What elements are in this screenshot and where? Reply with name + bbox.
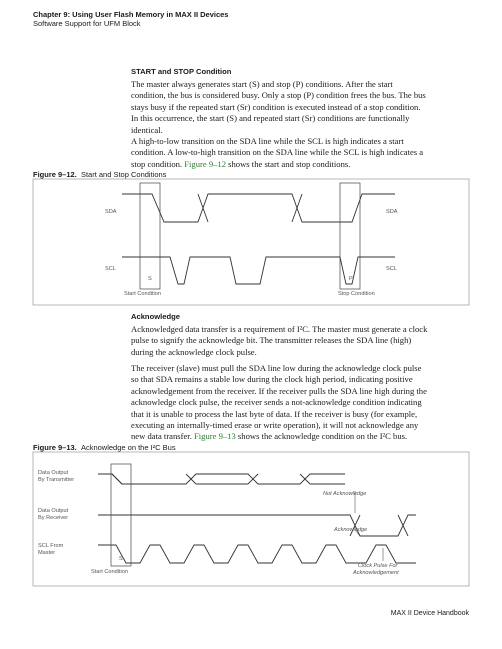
clock-pulse-label-line-2: Acknowledgement — [353, 570, 399, 576]
s-label: S — [148, 276, 152, 282]
text-line: pulse to signify the acknowledge bit. The transmitter releases the SDA line (high) — [131, 335, 412, 346]
sda-right-label: SDA — [386, 209, 398, 215]
text-line: condition. A low-to-high transition on the SDA line while the SCL is high indicates a — [131, 147, 424, 158]
start-stop-heading: START and STOP Condition — [131, 67, 232, 76]
text-line: stays busy if the repeated start (Sr) condition is executed instead of a stop condition. — [131, 101, 421, 112]
acknowledge-label: Acknowledge — [334, 527, 368, 533]
figure-9-13-diagram — [33, 452, 469, 586]
text-line: The master always generates start (S) and stop (P) conditions. After the start — [131, 79, 393, 89]
start-condition-box — [140, 183, 160, 289]
receiver-label-line-1: Data Output — [38, 508, 69, 514]
figure-9-13-link[interactable]: Figure 9–13 — [194, 431, 236, 442]
text-line: so that SDA remains a stable low during the clock high period, indicating positive — [131, 374, 413, 385]
not-acknowledge-label: Not Acknowledge — [323, 491, 367, 497]
scl-left-label: SCL — [105, 266, 116, 272]
transmitter-label-line-1: Data Output — [38, 470, 69, 476]
text-line: acknowledgement from the receiver. If the receiver pulls the SDA line high during the — [131, 385, 427, 396]
clock-pulse-label-line-1: Clock Pulse For — [358, 563, 398, 569]
acknowledge-heading: Acknowledge — [131, 312, 180, 321]
stop-condition-box — [340, 183, 360, 289]
text-line: that it is unable to process the last byte of data. If the receiver is busy (for example, — [131, 408, 418, 419]
text-line: Acknowledged data transfer is a requirement of I²C. The master must generate a clock — [131, 324, 428, 334]
scl-waveform — [122, 257, 395, 284]
figure-number: Figure 9–13. — [33, 443, 77, 452]
text-line: new data transfer. Figure 9–13 shows the acknowledge condition on the I²C bus. — [131, 431, 408, 442]
receiver-label-line-2: By Receiver — [38, 515, 69, 521]
text-line: condition, the bus is considered busy. Only a stop (P) condition frees the bus. The bus — [131, 90, 426, 101]
figure-number: Figure 9–12. — [33, 170, 77, 179]
ack-s-label: S — [119, 556, 123, 562]
sda-left-label: SDA — [105, 209, 117, 215]
scl-right-label: SCL — [386, 266, 397, 272]
text-line: In this occurrence, the start (S) and repeated start (Sr) conditions are functionally — [131, 113, 410, 124]
master-scl-waveform — [98, 545, 416, 563]
transmitter-waveform-low — [112, 474, 122, 484]
stop-condition-label: Stop Condition — [338, 291, 375, 297]
ack-start-condition-label: Start Condition — [91, 569, 129, 575]
text-line: identical. — [131, 124, 163, 135]
page-footer: MAX II Device Handbook — [390, 610, 469, 617]
text-line: stop condition. Figure 9–12 shows the start and stop conditions. — [131, 158, 351, 169]
section-header: Software Support for UFM Block — [33, 19, 141, 28]
text-line: during the acknowledge clock pulse. — [131, 346, 257, 357]
figure-title: Start and Stop Conditions — [80, 170, 167, 179]
p-label: P — [349, 276, 353, 282]
figure-9-12-link[interactable]: Figure 9–12 — [184, 158, 227, 169]
figure-9-12-frame — [33, 179, 469, 305]
sda-waveform — [122, 194, 395, 222]
chapter-header: Chapter 9: Using User Flash Memory in MAX II Devices — [33, 10, 229, 19]
master-scl-label-line-2: Master — [38, 550, 56, 556]
receiver-waveform — [98, 515, 416, 536]
figure-9-13-frame — [33, 452, 469, 586]
text-line: acknowledge clock pulse, the receiver sends a not-acknowledge condition indicating — [131, 397, 422, 408]
figure-9-12-diagram — [33, 179, 469, 305]
text-line: The receiver (slave) must pull the SDA line low during the acknowledge clock pulse — [131, 363, 422, 373]
text-line: A high-to-low transition on the SDA line while the SCL is high indicates a start — [131, 136, 404, 146]
master-scl-label-line-1: SCL From — [38, 543, 64, 549]
figure-title: Acknowledge on the I²C Bus — [80, 443, 176, 452]
text-line: executing an internally-timed erase or write operation), it will not acknowledge any — [131, 420, 419, 431]
start-condition-label: Start Condition — [124, 291, 162, 297]
transmitter-label-line-2: By Transmitter — [38, 477, 75, 483]
